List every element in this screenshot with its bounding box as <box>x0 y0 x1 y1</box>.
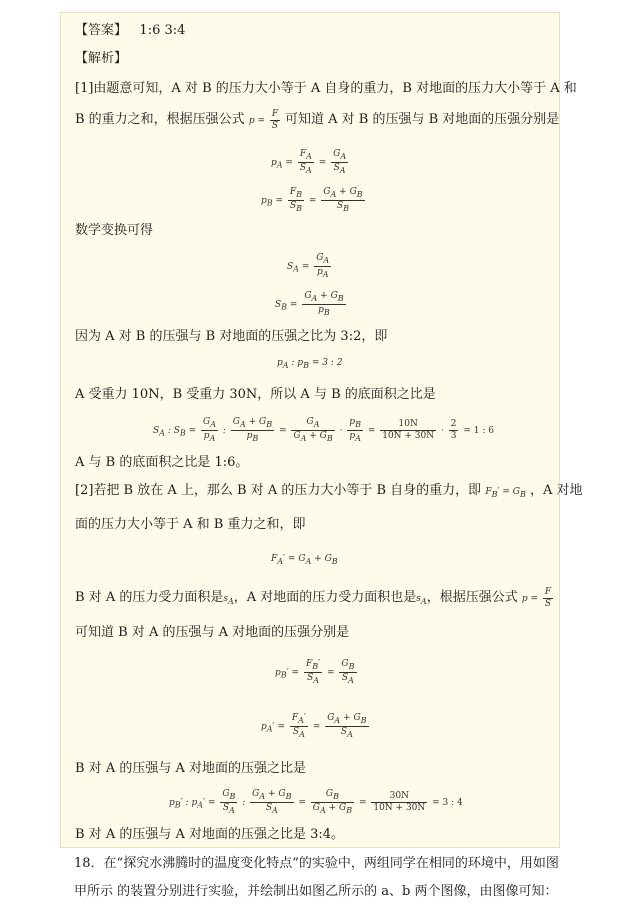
para-7: B 对 A 的压力受力面积是$s_A$，A 对地面的压力受力面积也是$s_A$，根据压强公式 p = $\frac{F}{S}$ <box>75 587 552 609</box>
formula-ratio-32: $p_A$ : $p_B = 3$ : 2 <box>277 358 343 370</box>
formula-SB: $S_B$ = $\frac{G_A + G_B}{p_B}$ <box>275 291 344 317</box>
formula-pA: $p_A$ = $\frac{F_A}{S_A}$ = $\frac{G_A}{S_A}$ <box>271 149 347 175</box>
answer-line <box>75 23 185 39</box>
para-4: A 受重力 10N，B 受重力 30N，所以 A 与 B 的底面积之比是 <box>75 387 436 402</box>
para-5: A 与 B 的底面积之比是 1:6。 <box>75 455 249 470</box>
para-9: B 对 A 的压强与 A 对地面的压强之比是 <box>75 761 306 776</box>
question-18-line-1: 18．在“探究水沸腾时的温度变化特点”的实验中，两组同学在相同的环境中，用如图 <box>74 856 559 871</box>
formula-final-ratio: $p_B'$ : $p_A'$ = $\frac{G_B}{S_A}$ : $\frac{G_A + G_B}{S_A}$ = $\frac{G_B}{G_A + G_B}$ = $\frac{30N}{10N + 30N}$ = 3 : 4 <box>169 789 463 815</box>
formula-pA-prime: $p_A'$ = $\frac{F_A'}{S_A}$ = $\frac{G_A + G_B}{S_A}$ <box>261 713 367 739</box>
para-1b: B 的重力之和，根据压强公式 p = $\frac{F}{S}$ 可知道 A 对 B 的压强与 B 对地面的压强分别是 <box>75 109 560 131</box>
para-6a: [2]若把 B 放在 A 上，那么 B 对 A 的压力大小等于 B 自身的重力，即 $F_B' = G_B$ ，A 对地 <box>75 483 583 499</box>
question-18-line-2: 甲所示 的装置分别进行实验，并绘制出如图乙所示的 a、b 两个图像，由图像可知： <box>74 884 558 899</box>
answer-values: 1:6 3:4 <box>139 23 186 38</box>
para-8: 可知道 B 对 A 的压强与 A 对地面的压强分别是 <box>75 625 350 640</box>
formula-area-ratio: $S_A$ : $S_B$ = $\frac{G_A}{p_A}$ : $\frac{G_A + G_B}{p_B}$ = $\frac{G_A}{G_A + G_B}$ · $\frac{p_B}{p_A}$ = $\frac{10N}{10N + 30N}$ · $\frac{2}{3}$ = 1 : 6 <box>153 417 494 443</box>
analysis-label: 【解析】 <box>75 51 128 66</box>
answer-panel <box>60 12 583 848</box>
formula-pB-prime: $p_B'$ = $\frac{F_B'}{S_A}$ = $\frac{G_B}{S_A}$ <box>275 659 355 685</box>
para-6b: 面的压力大小等于 A 和 B 重力之和，即 <box>75 517 306 532</box>
answer-label: 【答案】 <box>75 23 128 38</box>
para-3: 因为 A 对 B 的压强与 B 对地面的压强之比为 3:2，即 <box>75 329 388 344</box>
para-1a: [1]由题意可知，A 对 B 的压力大小等于 A 自身的重力，B 对地面的压力大小等于 A 和 <box>75 81 577 96</box>
para-2: 数学变换可得 <box>75 223 154 238</box>
para-10: B 对 A 的压强与 A 对地面的压强之比是 3:4。 <box>75 827 345 842</box>
pressure-formula-inline: p = $\frac{F}{S}$ <box>248 109 279 131</box>
formula-pB: $p_B$ = $\frac{F_B}{S_B}$ = $\frac{G_A + G_B}{S_B}$ <box>261 187 363 213</box>
formula-FA-prime: $F_A' = G_A + G_B$ <box>271 554 338 566</box>
formula-SA: $S_A$ = $\frac{G_A}{p_A}$ <box>287 253 330 279</box>
